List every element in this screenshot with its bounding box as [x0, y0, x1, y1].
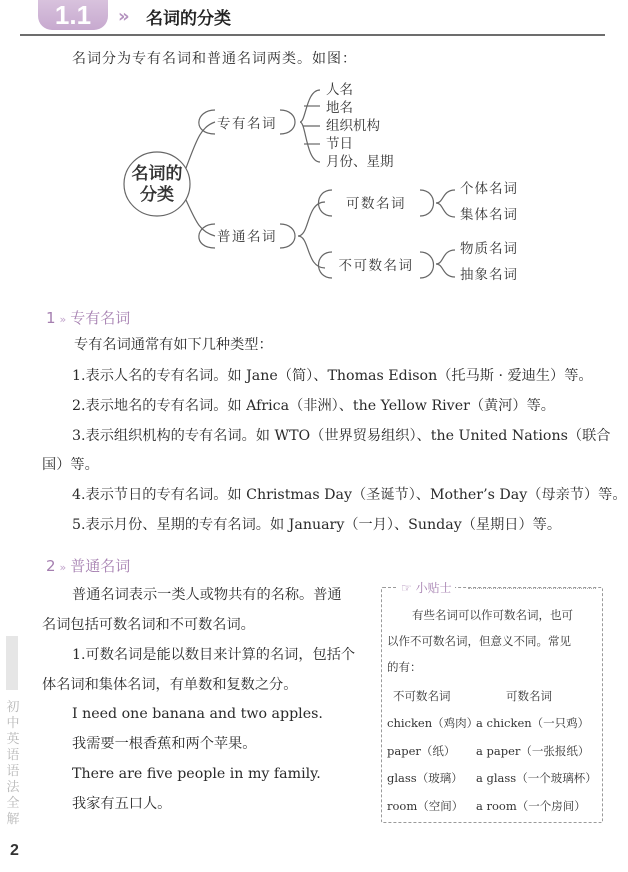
example-translation: 我家有五口人。 — [72, 796, 172, 812]
intro-text: 名词分为专有名词和普通名词两类。如图： — [72, 51, 357, 67]
list-item: 1.表示人名的专有名词。如 Jane（简）、Thomas Edison（托马斯 · 爱迪生）等。 — [72, 368, 593, 384]
proper-item: 节日 — [326, 136, 353, 152]
proper-item: 地名 — [326, 100, 353, 116]
root-label-2: 分类 — [140, 185, 174, 205]
page-number: 2 — [10, 842, 19, 859]
paragraph: 1.可数名词是能以数目来计算的名词，包括个 — [72, 647, 356, 663]
tip-cell: a paper（一张报纸） — [476, 744, 590, 758]
tip-cell: paper（纸） — [387, 744, 456, 758]
tip-col-header: 不可数名词 — [393, 689, 451, 703]
list-item: 4.表示节日的专有名词。如 Christmas Day（圣诞节）、Mother’s Day（母亲节）等。 — [72, 487, 627, 503]
countable-item: 集体名词 — [460, 207, 518, 223]
tip-cell: a chicken（一只鸡） — [476, 716, 590, 730]
example-sentence: There are five people in my family. — [72, 766, 321, 782]
list-item: 5.表示月份、星期的专有名词。如 January（一月）、Sunday（星期日）等。 — [72, 517, 562, 533]
tip-cell: chicken（鸡肉） — [387, 716, 479, 730]
section-heading-proper — [46, 307, 130, 328]
chevron-icon: » — [59, 561, 67, 574]
tip-col-header: 可数名词 — [506, 689, 552, 703]
uncountable-item: 抽象名词 — [460, 267, 518, 283]
tip-cell: a room（一个房间） — [476, 799, 586, 813]
section-number-badge: 1.1 — [38, 0, 108, 30]
page-title: 名词的分类 — [146, 9, 231, 29]
common-node-label: 普通名词 — [217, 229, 277, 245]
uncountable-item: 物质名词 — [460, 241, 518, 257]
tip-line: 以作不可数名词，但意义不同。常见 — [387, 634, 571, 648]
tip-line: 的有： — [387, 660, 422, 674]
countable-node-label: 可数名词 — [346, 196, 406, 212]
chevron-icon: » — [59, 313, 67, 326]
tip-divider — [468, 588, 596, 589]
list-item: 2.表示地名的专有名词。如 Africa（非洲）、the Yellow River（黄河）等。 — [72, 398, 555, 414]
tip-heading — [398, 579, 455, 596]
side-marker — [6, 636, 18, 690]
tip-line: 有些名词可以作可数名词，也可 — [412, 608, 573, 622]
section-number: 1 — [46, 309, 56, 327]
paragraph: 专有名词通常有如下几种类型： — [74, 337, 273, 353]
list-item-continuation: 国）等。 — [42, 457, 99, 473]
tip-heading-text: 小贴士 — [415, 581, 452, 595]
list-item: 3.表示组织机构的专有名词。如 WTO（世界贸易组织）、the United Nations（联合 — [72, 428, 611, 444]
hand-icon: ☞ — [401, 581, 416, 595]
book-title-vertical: 初中英语语法全解 — [6, 700, 20, 827]
section-heading-common — [46, 555, 130, 576]
countable-item: 个体名词 — [460, 181, 518, 197]
section-title: 普通名词 — [70, 557, 131, 575]
root-node — [124, 152, 190, 216]
proper-item: 组织机构 — [326, 118, 380, 134]
uncountable-node-label: 不可数名词 — [338, 258, 414, 274]
root-label-1: 名词的 — [131, 164, 183, 184]
proper-item: 人名 — [326, 82, 353, 98]
paragraph: 名词包括可数名词和不可数名词。 — [42, 617, 255, 633]
proper-item: 月份、星期 — [326, 154, 394, 170]
proper-node-label: 专有名词 — [217, 116, 277, 132]
header-rule — [20, 34, 605, 36]
example-sentence: I need one banana and two apples. — [72, 706, 323, 722]
section-title: 专有名词 — [70, 309, 131, 327]
chevron-icon: » — [118, 6, 130, 27]
example-translation: 我需要一根香蕉和两个苹果。 — [72, 736, 257, 752]
tip-cell: glass（玻璃） — [387, 771, 463, 785]
section-number: 2 — [46, 557, 56, 575]
paragraph: 体名词和集体名词，有单数和复数之分。 — [42, 677, 298, 693]
tip-cell: a glass（一个玻璃杯） — [476, 771, 597, 785]
classification-diagram — [0, 72, 628, 294]
tip-cell: room（空间） — [387, 799, 464, 813]
paragraph: 普通名词表示一类人或物共有的名称。普通 — [72, 587, 342, 603]
